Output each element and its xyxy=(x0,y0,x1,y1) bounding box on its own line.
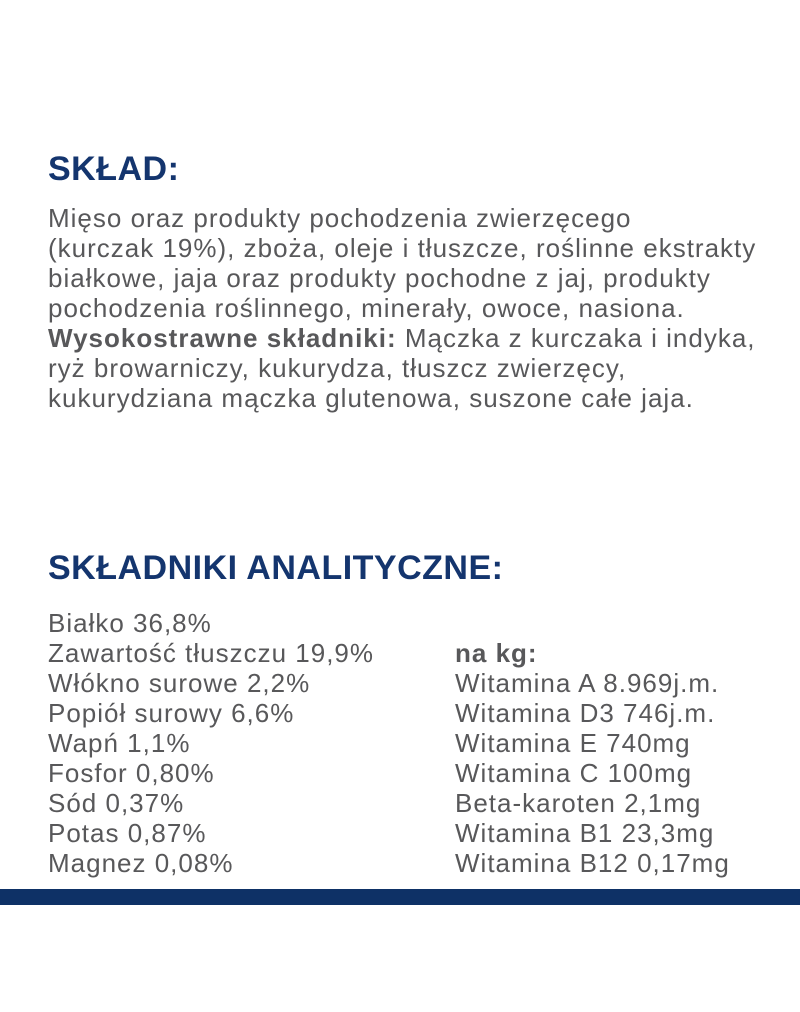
ingredients-heading: SKŁAD: xyxy=(48,150,180,188)
analytical-item: Zawartość tłuszczu 19,9% xyxy=(48,638,375,668)
vitamins-column xyxy=(455,638,730,878)
analytical-item: Potas 0,87% xyxy=(48,818,207,848)
digestible-ingredients-text: Mączka z kurczaka i indyka, xyxy=(396,323,756,353)
analytical-left-column xyxy=(48,608,374,878)
ingredients-paragraph xyxy=(48,203,756,413)
vitamin-item: Witamina C 100mg xyxy=(455,758,693,788)
analytical-item: Popiół surowy 6,6% xyxy=(48,698,295,728)
ingredients-line: białkowe, jaja oraz produkty pochodne z jaj, produkty xyxy=(48,263,711,293)
ingredients-line: (kurczak 19%), zboża, oleje i tłuszcze, roślinne ekstrakty xyxy=(48,233,757,263)
analytical-item: Włókno surowe 2,2% xyxy=(48,668,311,698)
digestible-ingredients-line: ryż browarniczy, kukurydza, tłuszcz zwierzęcy, xyxy=(48,353,627,383)
ingredients-line: Mięso oraz produkty pochodzenia zwierzęcego xyxy=(48,203,632,233)
vitamin-item: Witamina A 8.969j.m. xyxy=(455,668,720,698)
vitamin-item: Witamina B12 0,17mg xyxy=(455,848,730,878)
vitamin-item: Witamina E 740mg xyxy=(455,728,691,758)
vitamin-item: Beta-karoten 2,1mg xyxy=(455,788,702,818)
analytical-item: Sód 0,37% xyxy=(48,788,185,818)
digestible-ingredients-label: Wysokostrawne składniki: xyxy=(48,323,397,353)
vitamin-item: Witamina D3 746j.m. xyxy=(455,698,716,728)
digestible-ingredients-line: kukurydziana mączka glutenowa, suszone całe jaja. xyxy=(48,383,694,413)
digestible-ingredients-line xyxy=(48,323,756,353)
analytical-item: Fosfor 0,80% xyxy=(48,758,215,788)
ingredients-line: pochodzenia roślinnego, minerały, owoce, nasiona. xyxy=(48,293,685,323)
analytical-item: Białko 36,8% xyxy=(48,608,212,638)
analytical-item: Wapń 1,1% xyxy=(48,728,191,758)
vitamin-item: Witamina B1 23,3mg xyxy=(455,818,715,848)
analytical-constituents-heading: SKŁADNIKI ANALITYCZNE: xyxy=(48,549,504,587)
per-kg-label: na kg: xyxy=(455,638,538,668)
footer-divider-bar xyxy=(0,889,800,905)
analytical-item: Magnez 0,08% xyxy=(48,848,234,878)
